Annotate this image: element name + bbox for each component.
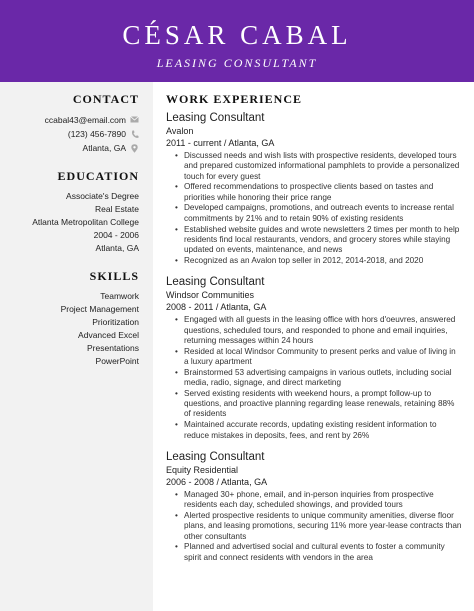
contact-phone	[9, 127, 139, 141]
sidebar	[0, 82, 153, 611]
bullet-item: • Resided at local Windsor Community to present perks and value of living in a luxury apartment	[184, 347, 462, 368]
job-title: Leasing Consultant	[166, 276, 265, 289]
resume-header	[0, 0, 474, 82]
skill-item: Presentations	[87, 343, 139, 353]
main-column	[166, 92, 462, 572]
company-name: Windsor Communities	[166, 290, 255, 301]
job-entry	[166, 275, 462, 441]
candidate-title: LEASING CONSULTANT	[156, 56, 318, 70]
email-text: ccabal43@email.com	[44, 115, 126, 125]
company-name: Equity Residential	[166, 464, 239, 475]
contact-section	[9, 92, 139, 155]
contact-email	[9, 113, 139, 127]
company-name: Avalon	[166, 126, 194, 136]
bullet-item: • Discussed needs and wish lists with prospective residents, developed tours and prepared customized informational pamphlets to provide a personalized touch for every guest	[184, 151, 462, 182]
job-entry	[166, 450, 462, 563]
bullet-item: • Alerted prospective residents to unique community amenities, diverse floor plans, and leasing promotions, securing 11% more year-lease contracts than other consultants	[184, 511, 462, 542]
bullet-item: • Planned and advertised social and cultural events to foster a community spirit and connect residents with vendors in the area	[184, 542, 462, 563]
location-pin-icon	[130, 144, 139, 153]
location-text: Atlanta, GA	[82, 143, 126, 153]
skill-item: Prioritization	[92, 317, 139, 327]
phone-text: (123) 456-7890	[67, 129, 126, 139]
skills-heading: SKILLS	[89, 269, 139, 283]
education-location: Atlanta, GA	[95, 243, 139, 253]
bullet-item: • Managed 30+ phone, email, and in-person inquiries from prospective residents each day, scheduled showings, and provided tours	[184, 490, 462, 511]
job-dates: 2006 - 2008 / Atlanta, GA	[166, 476, 268, 487]
contact-location	[9, 141, 139, 155]
bullet-item: • Offered recommendations to prospective clients based on tastes and priorities while honoring their price range	[184, 182, 462, 203]
skills-section	[9, 269, 139, 368]
degree-field: Real Estate	[95, 204, 139, 214]
job-bullets	[166, 315, 462, 441]
job-bullets	[166, 151, 462, 266]
job-title: Leasing Consultant	[166, 112, 265, 124]
skill-item: Project Management	[60, 304, 139, 314]
bullet-item: • Recognized as an Avalon top seller in 2012, 2014-2018, and 2020	[184, 256, 462, 266]
phone-icon	[130, 130, 139, 139]
degree-line: Associate's Degree	[66, 191, 139, 201]
job-entry	[166, 111, 462, 266]
experience-heading: WORK EXPERIENCE	[166, 92, 303, 106]
skill-item: Advanced Excel	[78, 330, 139, 340]
bullet-item: • Brainstormed 53 advertising campaigns in various outlets, including social media, radio, signage, and direct marketing	[184, 368, 462, 389]
contact-heading: CONTACT	[72, 92, 139, 106]
candidate-name: CÉSAR CABAL	[122, 20, 352, 50]
skill-item: Teamwork	[100, 291, 139, 301]
education-section	[9, 169, 139, 255]
job-title: Leasing Consultant	[166, 450, 265, 463]
bullet-item: • Maintained accurate records, updating existing resident information to reduce mistakes in deposits, fees, and rent by 26%	[184, 420, 462, 441]
job-dates: 2011 - current / Atlanta, GA	[166, 138, 275, 148]
bullet-item: • Served existing residents with weekend hours, a prompt follow-up to questions, and proactive planning regarding lease renewals, retaining 88% of residents	[184, 389, 462, 420]
skill-item: PowerPoint	[95, 356, 139, 366]
bullet-item: • Established website guides and wrote newsletters 2 times per month to help residents find local restaurants, vendors, and grocery stores while staying updated on events, maintenance, and news	[184, 225, 462, 256]
job-bullets	[166, 490, 462, 563]
envelope-icon	[130, 116, 139, 125]
job-dates: 2008 - 2011 / Atlanta, GA	[166, 302, 267, 313]
school-name: Atlanta Metropolitan College	[32, 217, 139, 227]
education-years: 2004 - 2006	[93, 230, 139, 240]
bullet-item: • Developed campaigns, promotions, and outreach events to increase rental commitments by 21% and to retain 90% of existing residents	[184, 203, 462, 224]
bullet-item: • Engaged with all guests in the leasing office with hors d'oeuvres, answered questions, scheduled tours, and responded to phone and email inquiries, returning messages within 24 hours	[184, 315, 462, 346]
education-heading: EDUCATION	[57, 169, 139, 183]
